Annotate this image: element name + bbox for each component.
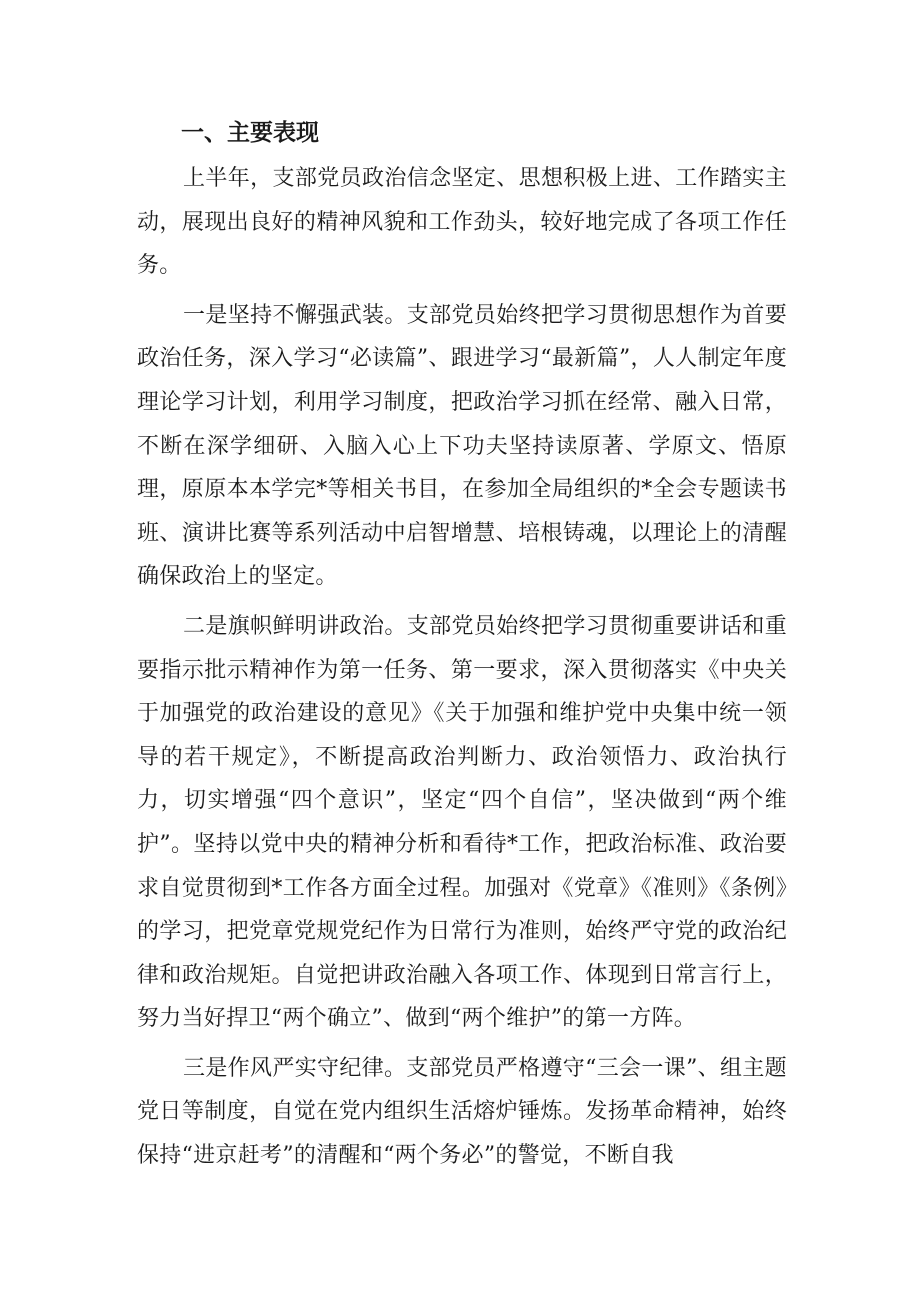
- paragraph-point-2: [137, 605, 787, 1041]
- paragraph-intro: [137, 157, 787, 288]
- document-body: [137, 112, 787, 1178]
- paragraph-point-3: [137, 1047, 787, 1178]
- paragraph-text: 支部党员始终把学习贯彻重要讲话和重要指示批示精神作为第一任务、第一要求，深入贯彻落实《中央关于加强党的政治建设的意见》《关于加强和维护党中央集中统一领导的若干规定》，不断提高政治判断力、政治领悟力、政治执行力，切实增强“四个意识”，坚定“四个自信”，坚决做到“两个维护”。坚持以党中央的精神分析和看待*工作，把政治标准、政治要求自觉贯彻到*工作各方面全过程。加强对《党章》《准则》《条例》的学习，把党章党规党纪作为日常行为准则，始终严守党的政治纪律和政治规矩。自觉把讲政治融入各项工作、体现到日常言行上，努力当好捍卫“两个确立”、做到“两个维护”的第一方阵。: [137, 613, 787, 1032]
- section-heading: 一、主要表现: [181, 120, 319, 146]
- paragraph-lead-phrase: 二是旗帜鲜明讲政治。: [183, 613, 407, 639]
- paragraph-point-1: [137, 294, 787, 599]
- paragraph-text: 支部党员始终把学习贯彻思想作为首要政治任务，深入学习“必读篇”、跟进学习“最新篇”，人人制定年度理论学习计划，利用学习制度，把政治学习抓在经常、融入日常，不断在深学细研、入脑入心上下功夫坚持读原著、学原文、悟原理，原原本本学完*等相关书目，在参加全局组织的*全会专题读书班、演讲比赛等系列活动中启智增慧、培根铸魂，以理论上的清醒确保政治上的坚定。: [137, 302, 787, 590]
- paragraph-lead-phrase: 一是坚持不懈强武装。: [183, 302, 407, 328]
- paragraph-text: 支部党员严格遵守“三会一课”、组主题党日等制度，自觉在党内组织生活熔炉锤炼。发扬革命精神，始终保持“进京赶考”的清醒和“两个务必”的警觉，不断自我: [137, 1055, 787, 1169]
- paragraph-text: 上半年，支部党员政治信念坚定、思想积极上进、工作踏实主动，展现出良好的精神风貌和工作劲头，较好地完成了各项工作任务。: [137, 166, 787, 279]
- paragraph-lead-phrase: 三是作风严实守纪律。: [183, 1055, 407, 1081]
